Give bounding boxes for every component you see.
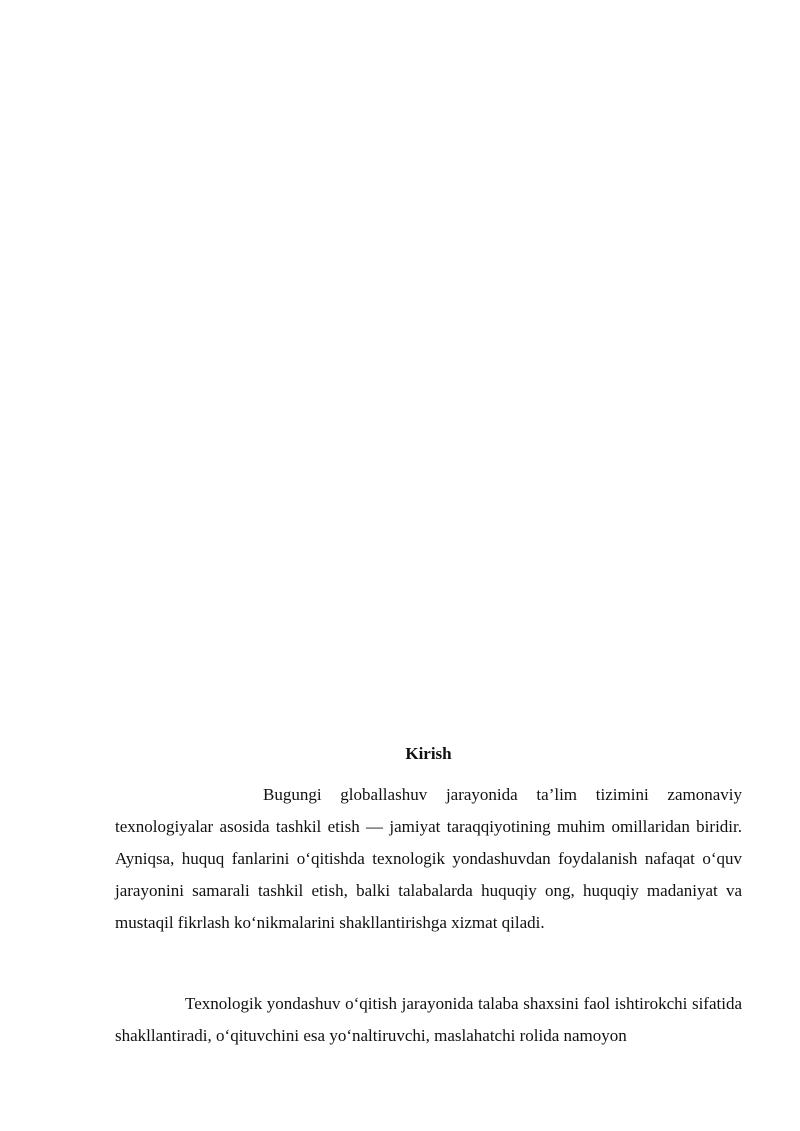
- paragraph-2: Texnologik yondashuv o‘qitish jarayonida talaba shaxsini faol ishtirokchi sifatida shakllantiradi, o‘qituvchini esa yo‘naltiruvchi, maslahatchi rolida namoyon: [115, 994, 742, 1045]
- paragraph-1: Bugungi globallashuv jarayonida ta’lim tizimini zamonaviy texnologiyalar asosida tashkil etish — jamiyat taraqqiyotining muhim omillaridan biridir. Ayniqsa, huquq fanlarini o‘qitishda texnologik yondashuvdan foydalanish nafaqat o‘quv jarayonini samarali tashkil etish, balki talabalarda huquqiy ong, huquqiy madaniyat va mustaqil fikrlash ko‘nikmalarini shakllantirishga xizmat qiladi.: [115, 785, 742, 932]
- section-heading: Kirish: [405, 744, 452, 763]
